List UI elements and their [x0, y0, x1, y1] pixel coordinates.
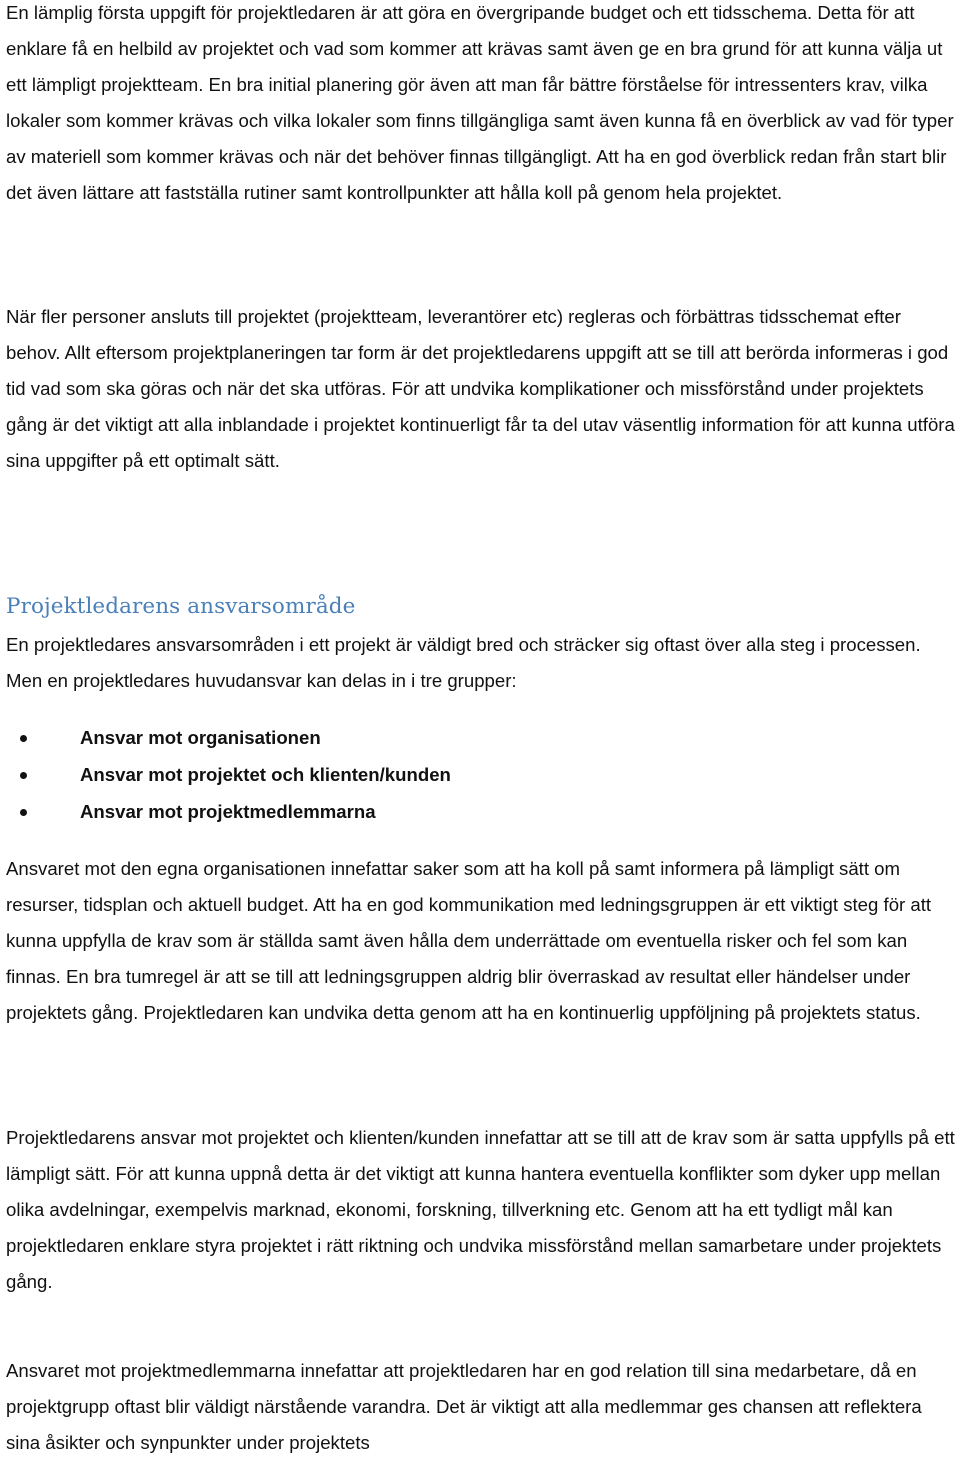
paragraph-responsibility-intro: En projektledares ansvarsområden i ett projekt är väldigt bred och sträcker sig oftast över alla steg i processen. Men en projektledares huvudansvar kan delas in i tre grupper: [6, 634, 921, 691]
list-item [6, 794, 451, 831]
bullet-icon [20, 735, 27, 742]
paragraph-intro: En lämplig första uppgift för projektledaren är att göra en övergripande budget och ett tidsschema. Detta för att enklare få en helbild av projektet och vad som kommer att krävas samt även ge en bra grund för att kunna välja ut ett lämpligt projektteam. En bra initial planering gör även att man får bättre förståelse för intressenters krav, vilka lokaler som kommer krävas och vilka lokaler som finns tillgängliga samt även kunna få en överblick av vad för typer av materiell som kommer krävas och när det behöver finnas tillgängligt. Att ha en god överblick redan från start blir det även lättare att fastställa rutiner samt kontrollpunkter att hålla koll på genom hela projektet. [6, 2, 954, 203]
list-item-label: Ansvar mot projektet och klienten/kunden [80, 763, 451, 785]
paragraph-organisation: Ansvaret mot den egna organisationen innefattar saker som att ha koll på samt informera på lämpligt sätt om resurser, tidsplan och aktuell budget. Att ha en god kommunikation med ledningsgruppen är ett viktigt steg för att kunna uppfylla de krav som är ställda samt även hålla dem underrättade om eventuella risker och fel som kan finnas. En bra tumregel är att se till att ledningsgruppen aldrig blir överraskad av resultat eller händelser under projektets gång. Projektledaren kan undvika detta genom att ha en kontinuerlig uppföljning på projektets status. [6, 858, 932, 1023]
list-item-label: Ansvar mot organisationen [80, 727, 321, 748]
section-heading: Projektledarens ansvarsområde [6, 594, 356, 619]
list-item-label: Ansvar mot projektmedlemmarna [80, 800, 376, 822]
list-item [6, 720, 451, 757]
responsibility-list [6, 720, 451, 830]
paragraph-project-client: Projektledarens ansvar mot projektet och klienten/kunden innefattar att se till att de krav som är satta uppfylls på ett lämpligt sätt. För att kunna uppnå detta är det viktigt att kunna hantera eventuella konflikter som dyker upp mellan olika avdelningar, exempelvis marknad, ekonomi, forskning, tillverkning etc. Genom att ha ett tydligt mål kan projektledaren enklare styra projektet i rätt riktning och undvika missförstånd mellan samarbetare under projektets gång. [6, 1127, 955, 1292]
list-item [6, 757, 451, 794]
paragraph-schedule: När fler personer ansluts till projektet (projektteam, leverantörer etc) regleras och förbättras tidsschemat efter behov. Allt eftersom projektplaneringen tar form är det projektledarens uppgift att se till att berörda informeras i god tid vad som ska göras och när det ska utföras. För att undvika komplikationer och missförstånd under projektets gång är det viktigt att alla inblandade i projektet kontinuerligt får ta del utav väsentlig information för att kunna utföra sina uppgifter på ett optimalt sätt. [6, 306, 955, 471]
bullet-icon [20, 809, 27, 816]
bullet-icon [20, 772, 27, 779]
paragraph-members: Ansvaret mot projektmedlemmarna innefattar att projektledaren har en god relation till sina medarbetare, då en projektgrupp oftast blir väldigt närstående varandra. Det är viktigt att alla medlemmar ges chansen att reflektera sina åsikter och synpunkter under projektets [6, 1360, 922, 1453]
